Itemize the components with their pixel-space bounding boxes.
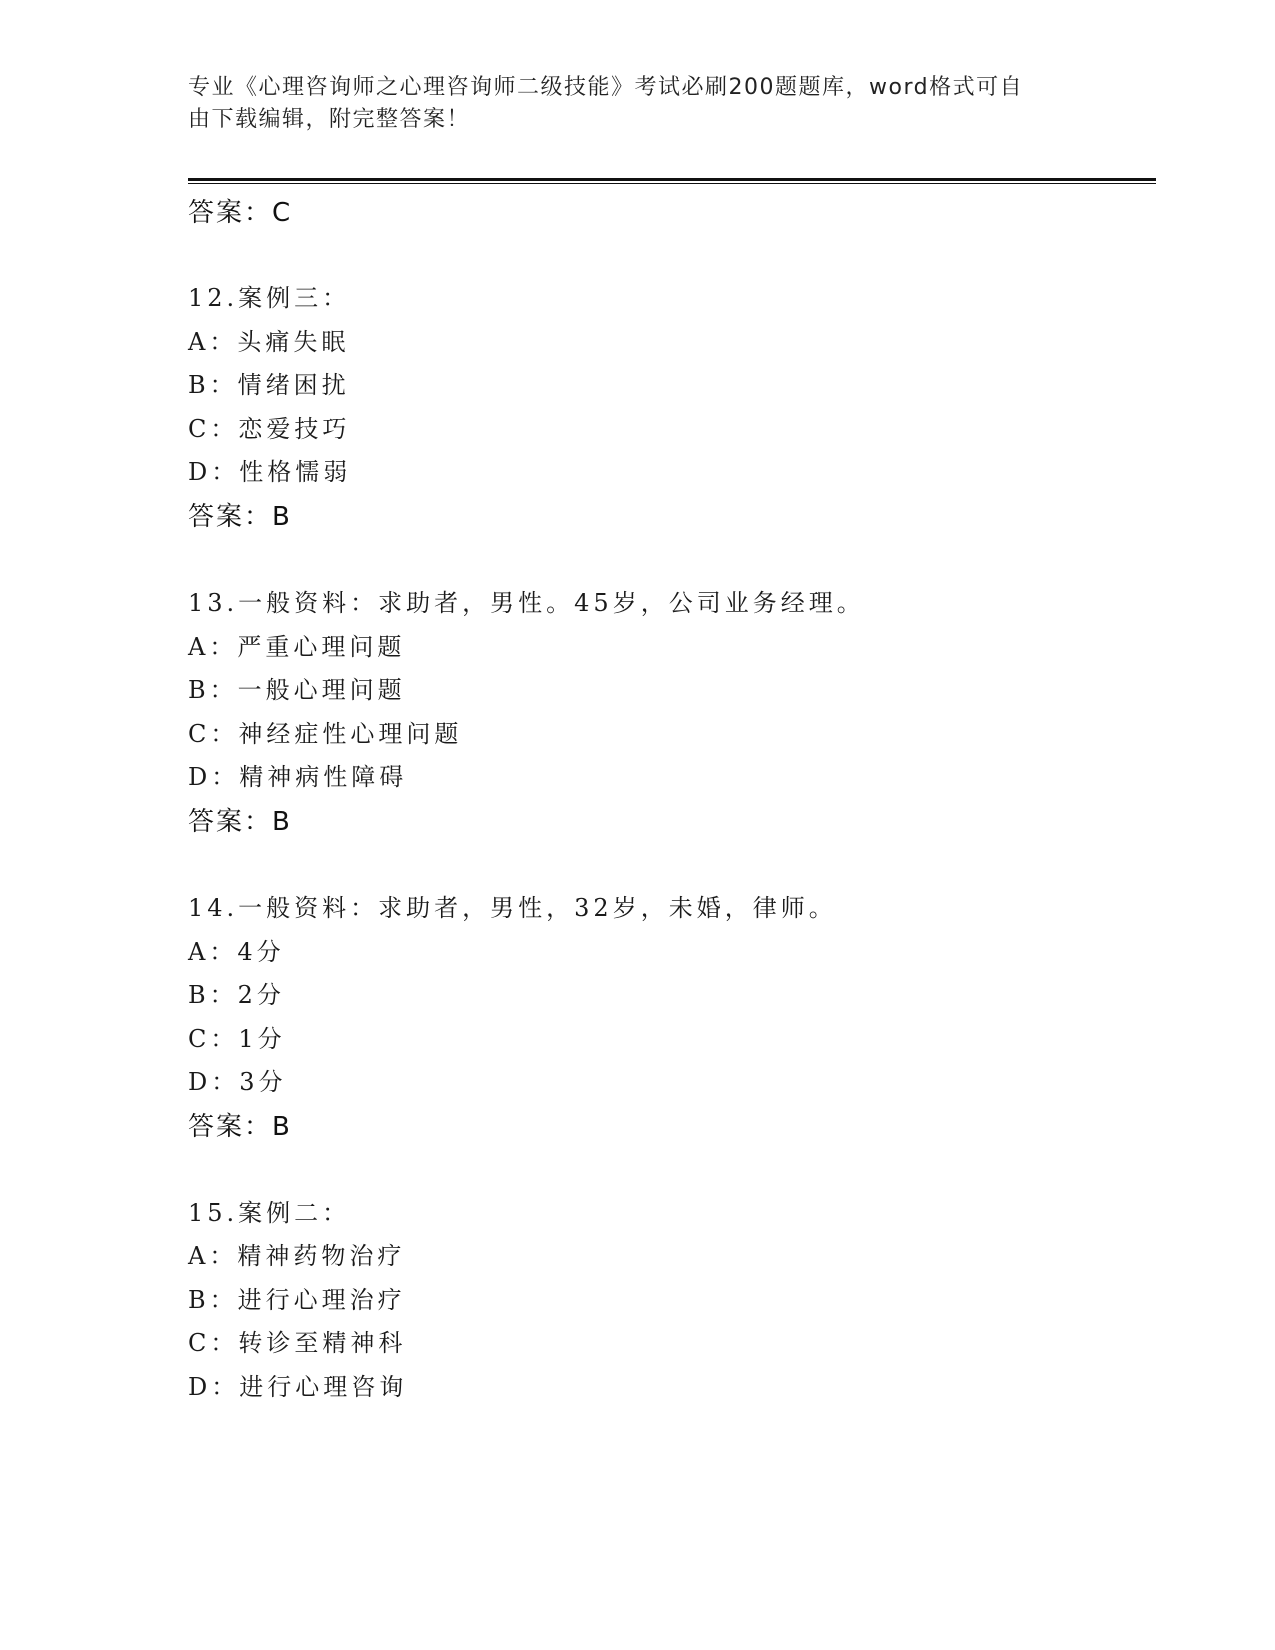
header-line-2: 由下载编辑，附完整答案！ <box>188 107 471 132</box>
question-option: A：头痛失眠 <box>188 328 350 356</box>
question-option: B：2分 <box>188 981 285 1009</box>
question-option: C：神经症性心理问题 <box>188 720 463 748</box>
answer-line: 答案：C <box>188 198 293 228</box>
answer-line: 答案：B <box>188 807 292 837</box>
header-divider-thick <box>188 178 1156 181</box>
question-option: B：情绪困扰 <box>188 371 350 399</box>
document-header <box>188 72 1078 136</box>
question-stem: 15.案例二： <box>188 1199 351 1227</box>
question-option: C：恋爱技巧 <box>188 415 351 443</box>
question-stem: 13.一般资料：求助者，男性。45岁，公司业务经理。 <box>188 589 865 617</box>
header-line-1: 专业《心理咨询师之心理咨询师二级技能》考试必刷200题题库，word格式可自 <box>188 75 1024 100</box>
answer-line: 答案：B <box>188 502 292 532</box>
question-option: B：进行心理治疗 <box>188 1286 406 1314</box>
question-stem: 12.案例三： <box>188 284 351 312</box>
question-option: D：进行心理咨询 <box>188 1373 408 1401</box>
question-option: B：一般心理问题 <box>188 676 406 704</box>
question-option: C：1分 <box>188 1025 286 1053</box>
question-option: D：性格懦弱 <box>188 458 352 486</box>
question-option: D：3分 <box>188 1068 287 1096</box>
question-option: A：4分 <box>188 938 285 966</box>
question-option: A：严重心理问题 <box>188 633 406 661</box>
question-option: A：精神药物治疗 <box>188 1242 406 1270</box>
header-divider-thin <box>188 183 1156 184</box>
answer-line: 答案：B <box>188 1112 292 1142</box>
question-option: D：精神病性障碍 <box>188 763 408 791</box>
question-option: C：转诊至精神科 <box>188 1329 407 1357</box>
question-stem: 14.一般资料：求助者，男性，32岁，未婚，律师。 <box>188 894 837 922</box>
